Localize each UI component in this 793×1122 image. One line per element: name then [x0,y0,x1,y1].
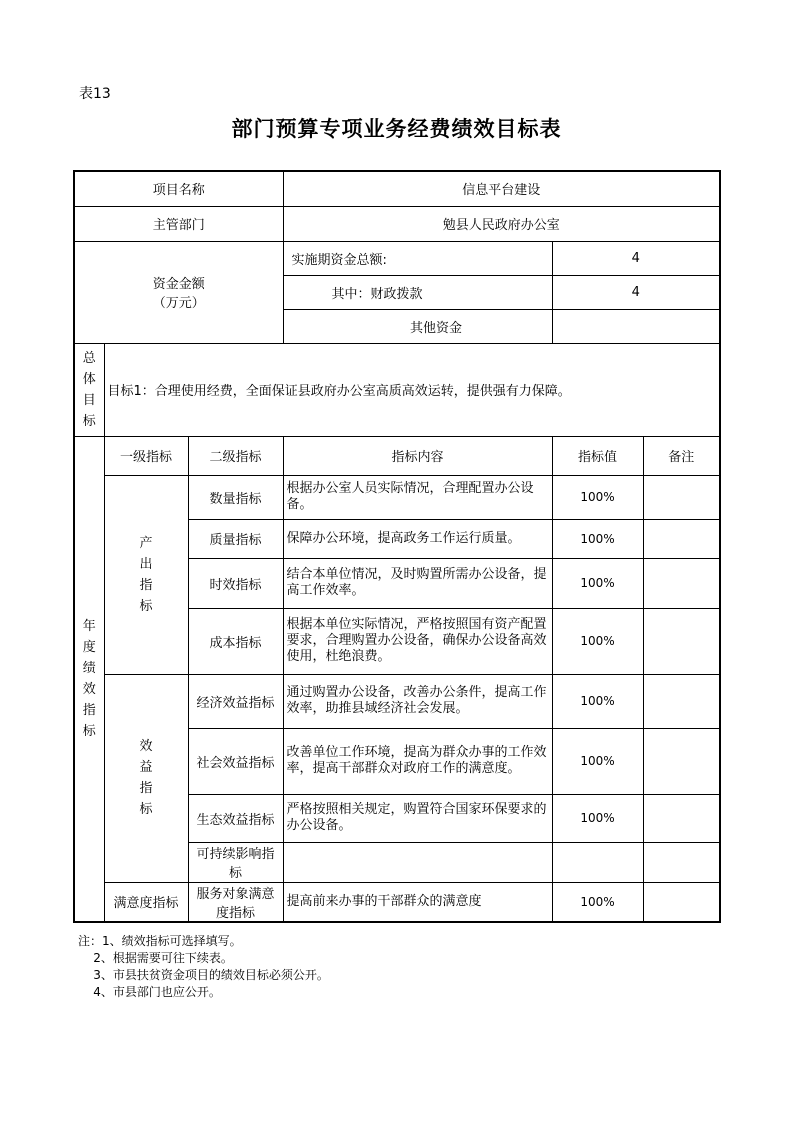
table-number: 表13 [79,86,111,102]
output-indicator-label: 产 出 指 标 [104,475,188,674]
row-value: 100% [552,794,643,842]
row-content [283,842,552,882]
row-content: 提高前来办事的干部群众的满意度 [283,882,552,922]
performance-target-table [73,170,721,923]
row-level2: 数量指标 [188,475,283,519]
row-value: 100% [552,674,643,728]
note-1: 注：1、绩效指标可选择填写。 [78,934,242,948]
footnotes [78,933,329,1001]
header-remark: 备注 [643,436,720,475]
table-row [74,674,720,728]
row-remark [643,519,720,558]
row-content: 根据本单位实际情况，严格按照国有资产配置要求，合理购置办公设备，确保办公设备高效使用，杜绝浪费。 [283,608,552,674]
row-content: 改善单位工作环境，提高为群众办事的工作效率，提高干部群众对政府工作的满意度。 [283,728,552,794]
table-row [74,475,720,519]
table-row [74,882,720,922]
header-value: 指标值 [552,436,643,475]
row-level2: 可持续影响指标 [188,842,283,882]
page-title: 部门预算专项业务经费绩效目标表 [231,117,562,141]
row-content: 根据办公室人员实际情况，合理配置办公设备。 [283,475,552,519]
dept-label: 主管部门 [74,206,283,241]
funds-label-line2: （万元） [152,296,205,311]
row-value: 100% [552,519,643,558]
funds-other-value [552,309,720,343]
row-value: 100% [552,608,643,674]
row-content: 严格按照相关规定，购置符合国家环保要求的办公设备。 [283,794,552,842]
row-value: 100% [552,882,643,922]
annual-indicator-label: 年 度 绩 效 指 标 [74,436,104,922]
header-level2: 二级指标 [188,436,283,475]
project-name-label: 项目名称 [74,171,283,206]
header-level1: 一级指标 [104,436,188,475]
note-4: 4、市县部门也应公开。 [78,985,221,999]
funds-label [74,241,283,343]
row-level2: 社会效益指标 [188,728,283,794]
row-level2: 质量指标 [188,519,283,558]
row-remark [643,728,720,794]
funds-label-line1: 资金金额 [152,277,205,292]
funds-total-label: 实施期资金总额: [283,241,552,275]
row-level2: 经济效益指标 [188,674,283,728]
row-remark [643,794,720,842]
benefit-indicator-label: 效 益 指 标 [104,674,188,882]
row-value [552,842,643,882]
funds-other-label: 其他资金 [283,309,552,343]
row-remark [643,674,720,728]
row-level2: 时效指标 [188,558,283,608]
row-level2: 成本指标 [188,608,283,674]
dept-value: 勉县人民政府办公室 [283,206,720,241]
row-value: 100% [552,475,643,519]
row-level2: 服务对象满意度指标 [188,882,283,922]
row-value: 100% [552,558,643,608]
row-remark [643,475,720,519]
note-3: 3、市县扶贫资金项目的绩效目标必须公开。 [78,968,329,982]
row-remark [643,558,720,608]
note-2: 2、根据需要可往下续表。 [78,951,233,965]
row-remark [643,608,720,674]
overall-target-label: 总 体 目 标 [74,343,104,436]
row-remark [643,842,720,882]
satisfaction-indicator-label: 满意度指标 [104,882,188,922]
row-content: 保障办公环境，提高政务工作运行质量。 [283,519,552,558]
row-content: 结合本单位情况，及时购置所需办公设备，提高工作效率。 [283,558,552,608]
header-content: 指标内容 [283,436,552,475]
project-name-value: 信息平台建设 [283,171,720,206]
funds-fiscal-value: 4 [552,275,720,309]
funds-total-value: 4 [552,241,720,275]
row-remark [643,882,720,922]
row-level2: 生态效益指标 [188,794,283,842]
funds-fiscal-label: 其中：财政拨款 [283,275,552,309]
row-value: 100% [552,728,643,794]
row-content: 通过购置办公设备，改善办公条件，提高工作效率，助推县域经济社会发展。 [283,674,552,728]
overall-target-text: 目标1：合理使用经费，全面保证县政府办公室高质高效运转，提供强有力保障。 [104,343,720,436]
